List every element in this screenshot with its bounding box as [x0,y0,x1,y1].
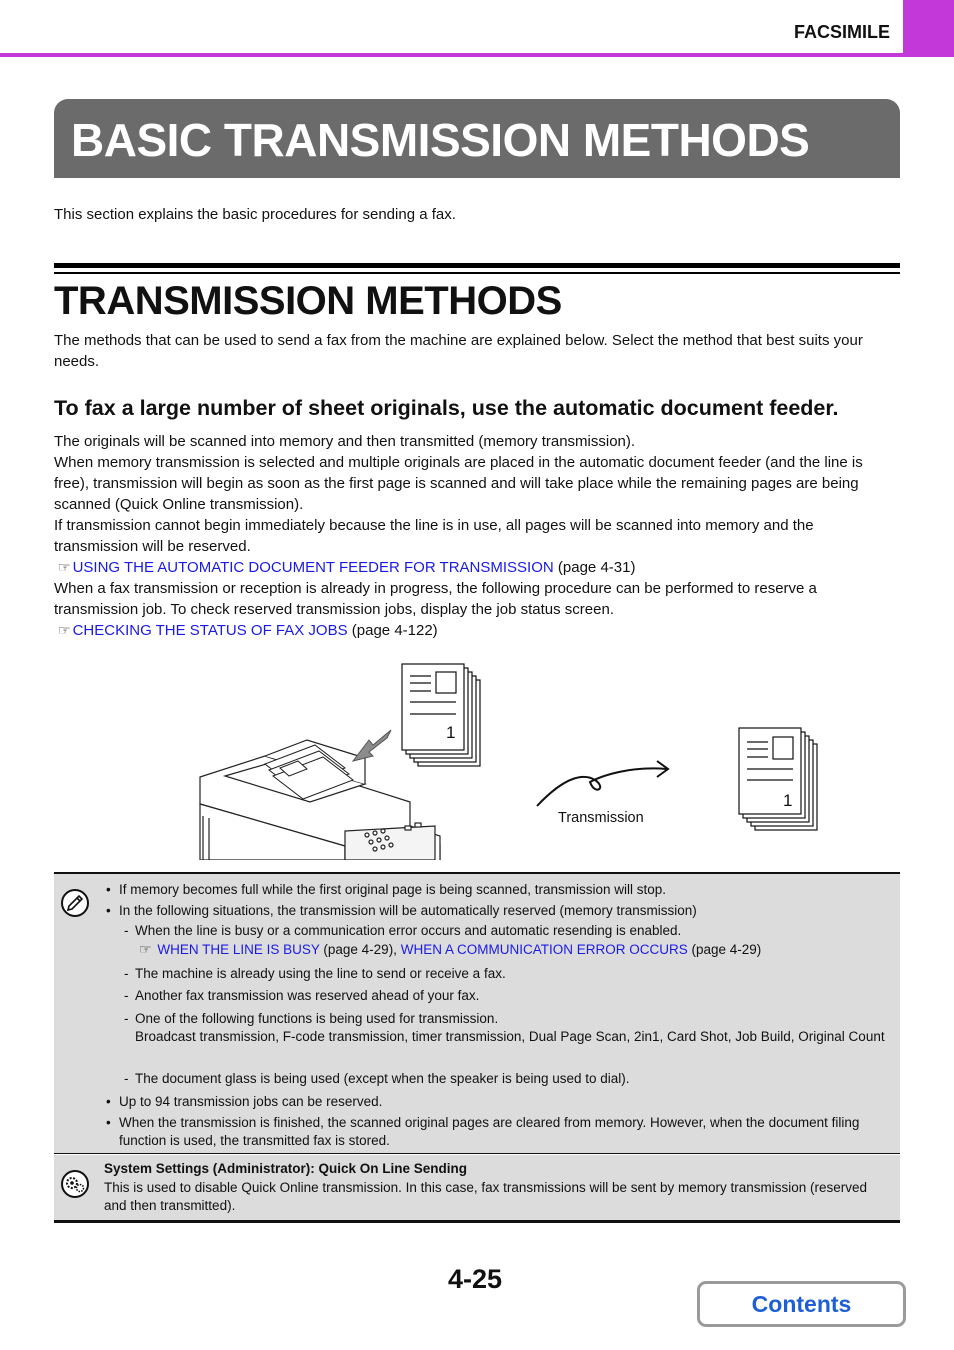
reference-page: (page 4-122) [351,622,438,639]
section-label: FACSIMILE [793,22,890,42]
contents-button[interactable]: Contents [697,1281,906,1327]
paragraph-quick-online: When memory transmission is selected and multiple originals are placed in the automatic document feeder (and the line is free), transmission will begin as soon as the first page is scanned and will take place while the remaining pages are being scanned (Quick Online transmission). [54,454,863,513]
received-document-stack [739,728,817,830]
note-bullet: • When the transmission is finished, the scanned original pages are cleared from memory. However, when the document filing function is used, the transmitted fax is stored. [106,1114,891,1150]
subsection-body [54,431,900,641]
section-tab [903,0,954,57]
page-title: BASIC TRANSMISSION METHODS [71,114,810,166]
subsection-title: To fax a large number of sheet originals, use the automatic document feeder. [54,396,839,420]
transmission-illustration [195,656,825,860]
original-document-stack [402,664,480,766]
system-settings-description: This is used to disable Quick Online transmission. In this case, fax transmissions will be sent by memory transmission (reserved and then transmitted). [104,1180,868,1213]
reference-page: (page 4-29), [323,942,397,957]
reference-adf [54,557,900,578]
note-dash-item: - Another fax transmission was reserved ahead of your fax. [124,987,479,1005]
header-rule [0,53,954,57]
section-description: The methods that can be used to send a fax from the machine are explained below. Select the method that best suits your needs. [54,332,863,370]
section-rule-thin [54,272,900,274]
transmission-label: Transmission [558,810,644,826]
section-title: TRANSMISSION METHODS [54,279,562,323]
section-rule-thick [54,263,900,268]
note-bullet: • Up to 94 transmission jobs can be reserved. [106,1093,382,1111]
pencil-note-icon [60,888,90,918]
reference-pointer-icon: ☞ [58,559,71,575]
transmission-arrow-icon [537,768,667,806]
intro-text: This section explains the basic procedures for sending a fax. [54,206,456,223]
note-dash-item: - When the line is busy or a communication error occurs and automatic resending is enabled. ☞ WHEN THE LINE IS BUSY (page 4-29), WHEN A COMMUNICATION ERROR OCCURS (page 4-29) [124,922,761,959]
received-page-number: 1 [783,791,793,810]
link-communication-error[interactable]: WHEN A COMMUNICATION ERROR OCCURS [400,942,688,957]
reference-page: (page 4-31) [557,559,636,576]
paragraph-memory: The originals will be scanned into memory and then transmitted (memory transmission). [54,433,636,450]
system-settings-title: System Settings (Administrator): Quick On Line Sending [104,1161,468,1176]
note-dash-item: - One of the following functions is being used for transmission. Broadcast transmission, F-code transmission, timer transmission, Dual Page Scan, 2in1, Card Shot, Job Build, Original Count [124,1010,894,1046]
link-adf-transmission[interactable]: USING THE AUTOMATIC DOCUMENT FEEDER FOR TRANSMISSION [72,559,554,576]
paragraph-reserved: If transmission cannot begin immediately because the line is in use, all pages will be scanned into memory and the transmission will be reserved. [54,517,814,555]
insert-arrow-icon [353,730,391,761]
chapter-banner [54,99,900,178]
note-box [54,872,900,1154]
link-fax-job-status[interactable]: CHECKING THE STATUS OF FAX JOBS [72,622,348,639]
note-dash-item: - The document glass is being used (except when the speaker is being used to dial). [124,1070,630,1088]
reference-pointer-icon: ☞ [139,941,152,957]
original-page-number: 1 [446,723,456,742]
paragraph-reserve-job: When a fax transmission or reception is already in progress, the following procedure can be performed to reserve a transmission job. To check reserved transmission jobs, display the job status screen. [54,580,817,618]
reference-job-status [54,620,900,641]
settings-gear-icon [60,1169,90,1199]
reference-page: (page 4-29) [691,942,762,957]
system-settings-box [54,1155,900,1223]
note-dash-item: - The machine is already using the line to send or receive a fax. [124,965,506,983]
note-bullet: • In the following situations, the transmission will be automatically reserved (memory transmission) [106,902,697,920]
reference-pointer-icon: ☞ [58,622,71,638]
link-line-busy[interactable]: WHEN THE LINE IS BUSY [157,942,320,957]
page-number: 4-25 [448,1264,503,1294]
note-bullet: • If memory becomes full while the first original page is being scanned, transmission will stop. [106,881,666,899]
